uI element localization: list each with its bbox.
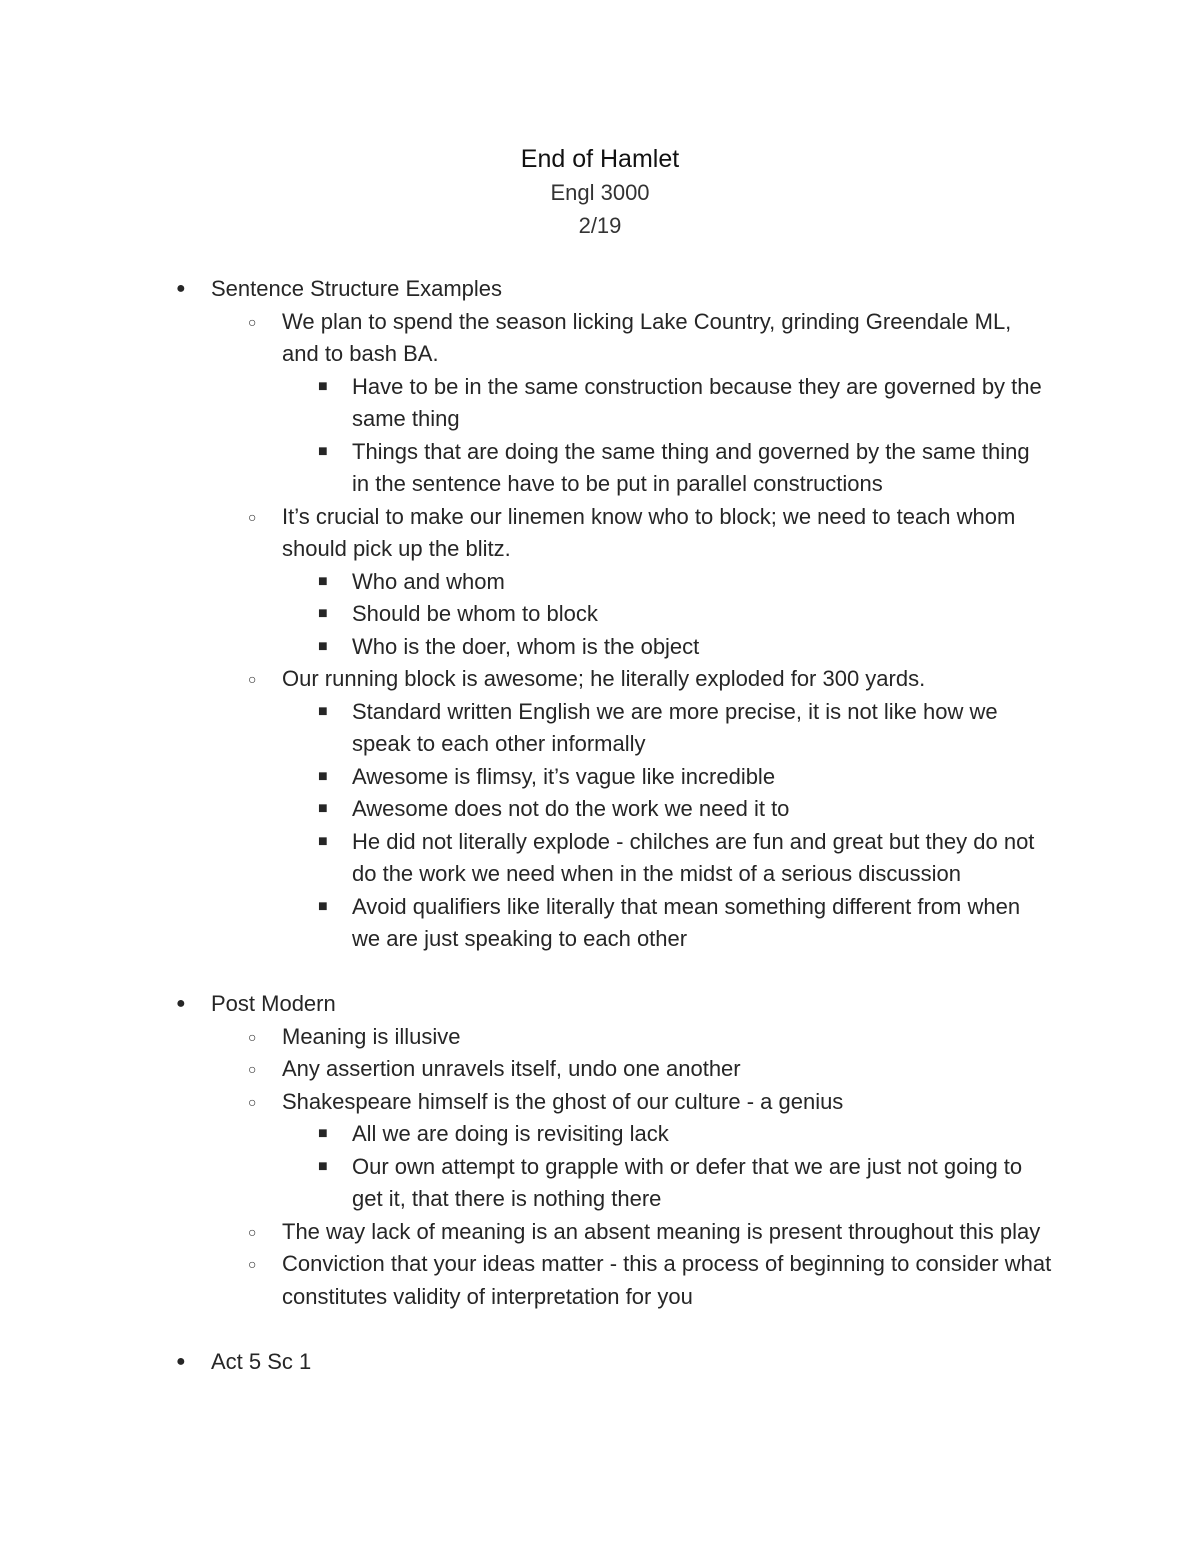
list-item-level-3 [0, 891, 1052, 956]
list-item-text: Meaning is illusive [282, 1023, 461, 1049]
list-item-text: Who and whom [352, 568, 505, 594]
list-item-text: Our own attempt to grapple with or defer that we are just not going to get it, that there is nothing there [352, 1153, 1023, 1211]
bullet-square-icon: ■ [318, 637, 328, 655]
list-item-level-2 [0, 1216, 1052, 1249]
list-item-level-1 [0, 988, 1051, 1021]
spacer [0, 956, 1200, 989]
list-item-text: Conviction that your ideas matter - this a process of beginning to consider what constitutes validity of interpretation for you [282, 1251, 1052, 1309]
list-item-text: Any assertion unravels itself, undo one another [282, 1056, 741, 1081]
list-item-text: Our running block is awesome; he literally exploded for 300 yards. [282, 666, 926, 691]
list-item-level-3 [0, 631, 1052, 664]
bullet-square-icon: ■ [318, 897, 328, 915]
notes-list [0, 273, 1200, 1378]
list-item-level-3 [0, 696, 1052, 761]
list-item-text: Post Modern [211, 991, 336, 1016]
bullet-circle-icon: ○ [248, 1093, 257, 1110]
list-item-level-2 [0, 1021, 1052, 1054]
bullet-square-icon: ■ [318, 572, 328, 590]
bullet-circle-icon: ○ [248, 1223, 257, 1240]
bullet-square-icon: ■ [318, 442, 328, 460]
list-item-level-1 [0, 273, 1051, 306]
bullet-square-icon: ■ [318, 767, 328, 785]
list-item-text: He did not literally explode - chilches are fun and great but they do not do the work we need when in the midst of a serious discussion [352, 828, 1035, 886]
bullet-disc-icon: ● [176, 995, 186, 1012]
list-item-text: Shakespeare himself is the ghost of our culture - a genius [282, 1088, 844, 1114]
list-item-level-3 [0, 793, 1052, 826]
bullet-disc-icon: ● [176, 1352, 186, 1370]
list-item-text: Who is the doer, whom is the object [352, 633, 700, 659]
date: 2/19 [578, 213, 622, 238]
list-item-level-3 [0, 761, 1052, 794]
list-item-level-1 [0, 1346, 1051, 1379]
bullet-square-icon: ■ [318, 800, 328, 817]
list-item-text: All we are doing is revisiting lack [352, 1121, 669, 1146]
document-header [0, 142, 1200, 242]
list-item-level-3 [0, 371, 1052, 436]
bullet-square-icon: ■ [318, 832, 328, 850]
list-item-text: Act 5 Sc 1 [211, 1348, 312, 1374]
list-item-level-3 [0, 566, 1052, 599]
list-item-text: Things that are doing the same thing and governed by the same thing in the sentence have to be put in parallel constructions [352, 438, 1030, 496]
bullet-circle-icon: ○ [248, 1061, 257, 1077]
list-item-level-3 [0, 826, 1052, 891]
list-item-level-2 [0, 1086, 1052, 1119]
list-item-text: Have to be in the same construction because they are governed by the same thing [352, 373, 1042, 431]
bullet-circle-icon: ○ [248, 313, 257, 330]
list-item-level-2 [0, 306, 1052, 371]
list-item-level-2 [0, 1053, 1052, 1086]
spacer [0, 1313, 1200, 1346]
list-item-text: Should be whom to block [352, 601, 598, 626]
bullet-circle-icon: ○ [248, 1028, 257, 1045]
course-name: Engl 3000 [550, 180, 650, 205]
bullet-square-icon: ■ [318, 1157, 328, 1175]
bullet-circle-icon: ○ [248, 671, 257, 687]
bullet-square-icon: ■ [318, 702, 328, 720]
list-item-level-2 [0, 663, 1052, 696]
list-item-level-2 [0, 501, 1052, 566]
list-item-text: Awesome does not do the work we need it to [352, 796, 790, 821]
bullet-circle-icon: ○ [248, 1256, 257, 1272]
list-item-level-3 [0, 1118, 1052, 1151]
page-title: End of Hamlet [520, 145, 680, 173]
list-item-text: We plan to spend the season licking Lake Country, grinding Greendale ML, and to bash BA. [282, 308, 1012, 366]
bullet-disc-icon: ● [176, 280, 186, 297]
list-item-level-3 [0, 598, 1052, 631]
list-item-text: Standard written English we are more precise, it is not like how we speak to each other informally [352, 698, 998, 756]
list-item-level-2 [0, 1248, 1052, 1313]
list-item-text: It’s crucial to make our linemen know who to block; we need to teach whom should pick up the blitz. [282, 503, 1016, 561]
bullet-circle-icon: ○ [248, 508, 257, 525]
bullet-square-icon: ■ [318, 377, 328, 395]
bullet-square-icon: ■ [318, 605, 328, 622]
bullet-square-icon: ■ [318, 1125, 328, 1142]
list-item-text: Sentence Structure Examples [211, 276, 503, 301]
list-item-text: The way lack of meaning is an absent meaning is present throughout this play [282, 1218, 1041, 1244]
list-item-text: Awesome is flimsy, it’s vague like incredible [352, 763, 776, 789]
list-item-level-3 [0, 436, 1052, 501]
list-item-level-3 [0, 1151, 1052, 1216]
list-item-text: Avoid qualifiers like literally that mean something different from when we are just speaking to each other [352, 893, 1021, 951]
